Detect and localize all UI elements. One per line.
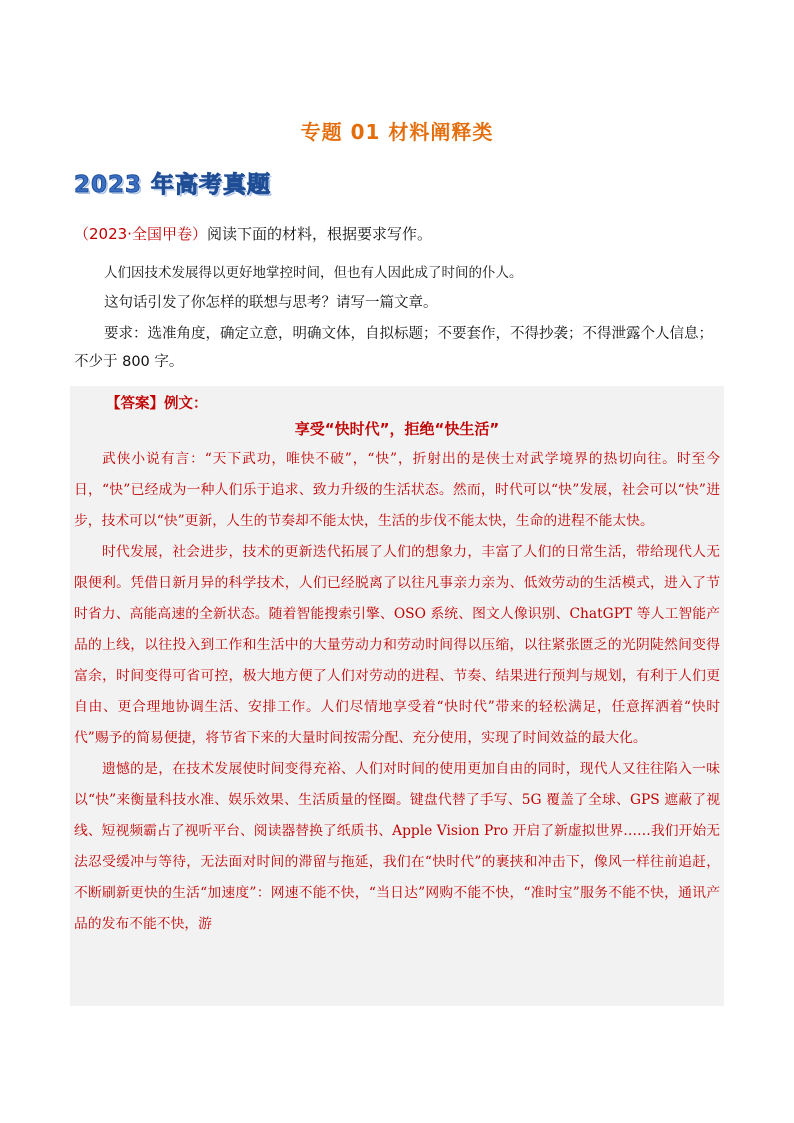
- writing-requirements: 要求：选准角度，确定立意，明确文体，自拟标题；不要套作，不得抄袭；不得泄露个人信息；不少于 800 字。: [74, 326, 713, 370]
- section-heading: 2023 年高考真题: [74, 172, 272, 198]
- essay-paragraph: 遗憾的是，在技术发展使时间变得充裕、人们对时间的使用更加自由的同时，现代人又往往陷入一味以“快”来衡量科技水准、娱乐效果、生活质量的怪圈。键盘代替了手写、5G 覆盖了全球、GPS 遮蔽了视线、短视频霸占了视听平台、阅读器替换了纸质书、Apple Vision Pro 开启了新虚拟世界……我们开始无法忍受缓冲与等待，无法面对时间的滞留与拖延，我们在“快时代”的裹挟和冲击下，像风一样往前追赶，不断刷新更快的生活“加速度”：网速不能不快，“当日达”网购不能不快，“准时宝”服务不能不快，通讯产品的发布不能不快，游: [74, 761, 720, 932]
- essay-body: [74, 444, 720, 940]
- question-instruction: 阅读下面的材料，根据要求写作。: [206, 225, 432, 243]
- answer-label: 【答案】例文：: [106, 396, 208, 412]
- material-quote: 人们因技术发展得以更好地掌控时间，但也有人因此成了时间的仆人。: [104, 265, 523, 281]
- essay-paragraph: 时代发展，社会进步，技术的更新迭代拓展了人们的想象力，丰富了人们的日常生活，带给现代人无限便利。凭借日新月异的科学技术，人们已经脱离了以往凡事亲力亲为、低效劳动的生活模式，进入了节时省力、高能高速的全新状态。随着智能搜索引擎、OSO 系统、图文人像识别、ChatGPT 等人工智能产品的上线，以往投入到工作和生活中的大量劳动力和劳动时间得以压缩，以往紧张匮乏的光阴陡然间变得富余，时间变得可省可控，极大地方便了人们对劳动的进程、节奏、结果进行预判与规划，有利于人们更自由、更合理地协调生活、安排工作。人们尽情地享受着“快时代”带来的轻松满足，任意挥洒着“快时代”赐予的简易便捷，将节省下来的大量时间按需分配、充分使用，实现了时间效益的最大化。: [74, 544, 720, 746]
- essay-title: 享受“快时代”，拒绝“快生活”: [294, 420, 500, 438]
- page-title: 专题 01 材料阐释类: [300, 120, 494, 144]
- essay-paragraph: 武侠小说有言：“天下武功，唯快不破”，“快”，折射出的是侠士对武学境界的热切向往。时至今日，“快”已经成为一种人们乐于追求、致力升级的生活状态。然而，时代可以“快”发展，社会可以“快”进步，技术可以“快”更新，人生的节奏却不能太快，生活的步伐不能太快，生命的进程不能太快。: [74, 451, 720, 529]
- writing-prompt: 这句话引发了你怎样的联想与思考？请写一篇文章。: [104, 295, 438, 311]
- question-source-line: [74, 223, 432, 244]
- answer-box: [70, 386, 724, 1006]
- exam-source-tag: （2023·全国甲卷）: [74, 225, 207, 243]
